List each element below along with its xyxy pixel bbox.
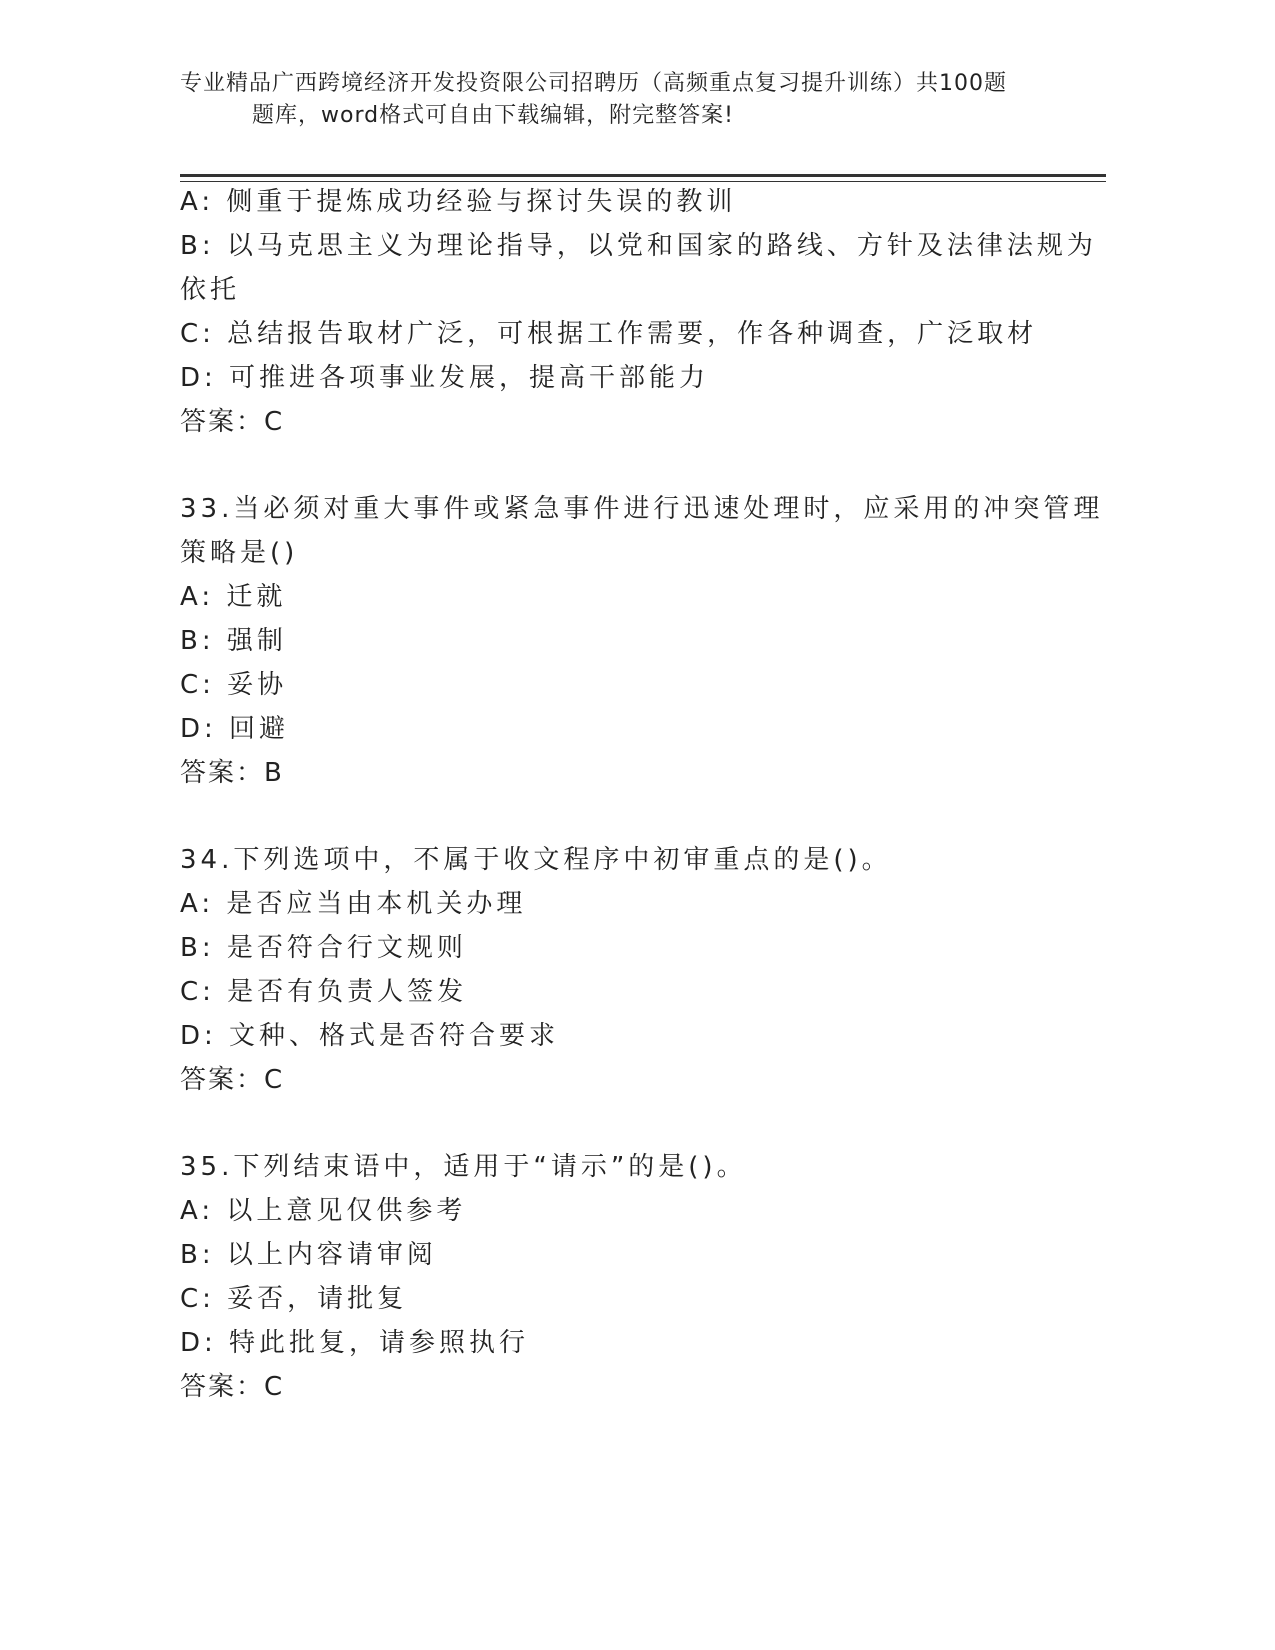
question-stem: 35.下列结束语中，适用于“请示”的是()。 bbox=[180, 1152, 747, 1182]
option-a: A: 以上意见仅供参考 bbox=[180, 1196, 467, 1226]
option-a: A: 是否应当由本机关办理 bbox=[180, 889, 527, 919]
question-stem: 34.下列选项中，不属于收文程序中初审重点的是()。 bbox=[180, 845, 892, 875]
header-title-line1: 专业精品广西跨境经济开发投资限公司招聘历（高频重点复习提升训练）共100题 bbox=[180, 71, 1007, 96]
option-a: A: 侧重于提炼成功经验与探讨失误的教训 bbox=[180, 187, 737, 217]
answer: 答案：C bbox=[180, 1372, 285, 1402]
question-32-tail bbox=[180, 180, 1097, 444]
option-d: D: 可推进各项事业发展，提高干部能力 bbox=[180, 363, 710, 393]
option-a: A: 迁就 bbox=[180, 582, 287, 612]
option-b: B: 强制 bbox=[180, 626, 287, 656]
option-d: D: 文种、格式是否符合要求 bbox=[180, 1021, 560, 1051]
question-gap bbox=[180, 795, 1060, 838]
option-b: B: 以马克思主义为理论指导，以党和国家的路线、方针及法律法规为 bbox=[180, 231, 1097, 261]
question-35 bbox=[180, 1145, 1060, 1409]
question-gap bbox=[180, 444, 1060, 487]
question-content bbox=[180, 180, 1104, 1409]
answer: 答案：C bbox=[180, 1065, 285, 1095]
option-d: D: 特此批复，请参照执行 bbox=[180, 1328, 530, 1358]
answer: 答案：B bbox=[180, 758, 284, 788]
question-34 bbox=[180, 838, 1060, 1102]
header-divider-thick bbox=[180, 174, 1106, 177]
question-33 bbox=[180, 487, 1104, 795]
question-stem: 33.当必须对重大事件或紧急事件进行迅速处理时，应采用的冲突管理 bbox=[180, 494, 1104, 524]
option-b: B: 是否符合行文规则 bbox=[180, 933, 467, 963]
option-c: C: 妥协 bbox=[180, 670, 288, 700]
answer: 答案：C bbox=[180, 407, 285, 437]
option-d: D: 回避 bbox=[180, 714, 290, 744]
option-c: C: 妥否，请批复 bbox=[180, 1284, 408, 1314]
option-b: B: 以上内容请审阅 bbox=[180, 1240, 437, 1270]
question-gap bbox=[180, 1102, 1060, 1145]
option-b-continued: 依托 bbox=[180, 275, 241, 305]
option-c: C: 是否有负责人签发 bbox=[180, 977, 468, 1007]
document-header bbox=[180, 68, 1060, 132]
header-title-line2: 题库，word格式可自由下载编辑，附完整答案! bbox=[252, 103, 734, 128]
question-stem-continued: 策略是() bbox=[180, 538, 299, 568]
option-c: C: 总结报告取材广泛，可根据工作需要，作各种调查，广泛取材 bbox=[180, 319, 1038, 349]
